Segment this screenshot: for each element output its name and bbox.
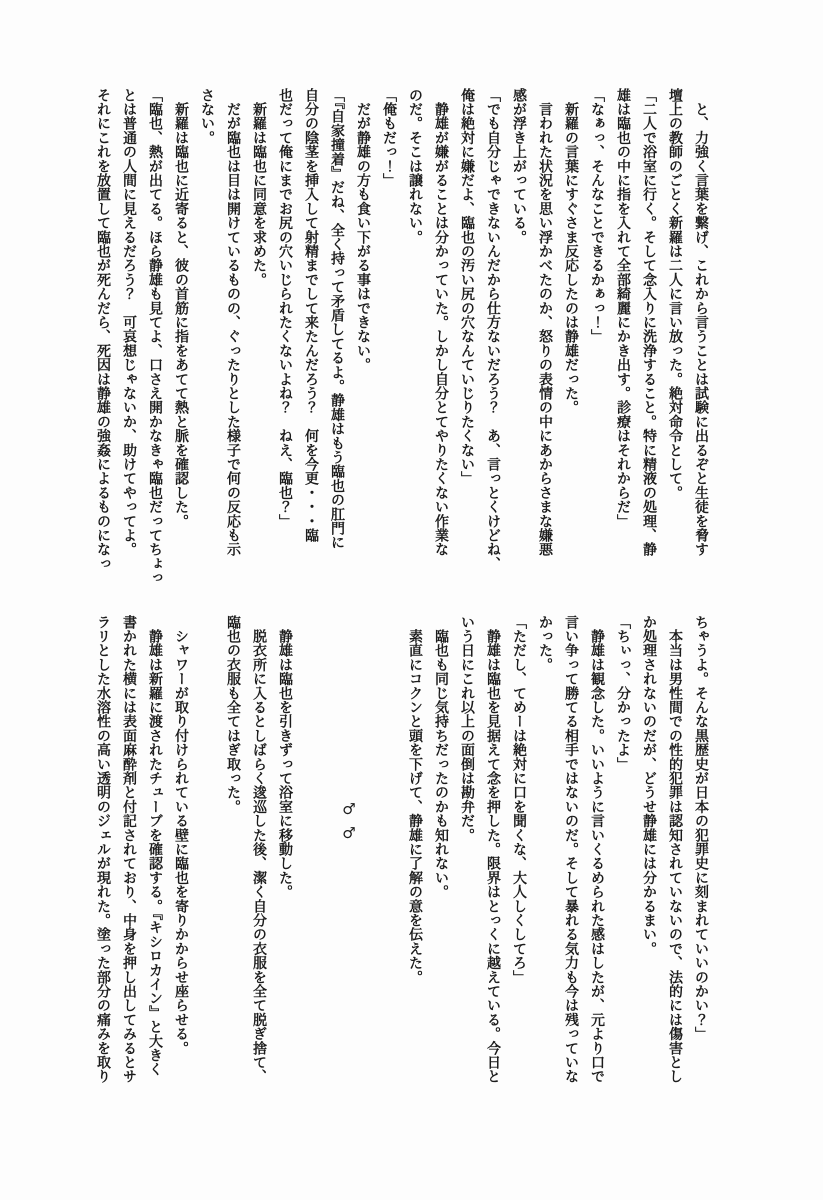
text-line: 「俺もだっ！」 xyxy=(381,88,396,188)
text-line: 雄は臨也の中に指を入れて全部綺麗にかき出す。診療はそれからだ」 xyxy=(615,88,630,529)
text-line: 臨也も同じ気持ちだったのかも知れない。 xyxy=(433,615,448,899)
text-line: 「二人で浴室に行く。そして念入りに洗浄すること。特に精液の処理、静 xyxy=(641,88,656,557)
text-line: のだ。そこは譲れない。 xyxy=(407,88,422,245)
text-line: 言われた状況を思い浮かべたのか、怒りの表情の中にあからさまな嫌悪 xyxy=(537,88,552,557)
text-line: だが臨也は目は開けているものの、ぐったりとした様子で何の反応も示 xyxy=(225,88,240,557)
text-line: シャワーが取り付けられている壁に臨也を寄りかからせ座らせる。 xyxy=(173,615,188,1056)
male-male-scene-separator: ♂♂ xyxy=(340,800,358,848)
text-line: 新羅は臨也に同意を求めた。 xyxy=(251,88,266,287)
text-line: 壇上の教師のごとく新羅は二人に言い放った。絶対命令として。 xyxy=(667,88,682,500)
text-line: 俺は絶対に嫌だよ、臨也の汚い尻の穴なんていじりたくない」 xyxy=(459,88,474,486)
text-line: 静雄は新羅に渡されたチューブを確認する。『キシロカイン』と大きく xyxy=(147,615,162,1077)
text-line: 「ちぃっ、分かったよ」 xyxy=(615,615,630,772)
text-line: 新羅の言葉にすぐさま反応したのは静雄だった。 xyxy=(563,88,578,415)
text-line: いう日にこれ以上の面倒は勘弁だ。 xyxy=(459,615,474,843)
text-line: 静雄は臨也を見据えて念を押した。限界はとっくに越えている。今日と xyxy=(485,615,500,1084)
text-line: 新羅は臨也に近寄ると、彼の首筋に指をあてて熱と脈を確認した。 xyxy=(173,88,188,529)
text-line: かった。 xyxy=(537,615,552,672)
text-line: 「ただし、てめーは絶対に口を聞くな、大人しくしてろ」 xyxy=(511,615,526,985)
text-line: 臨也の衣服も全てはぎ取った。 xyxy=(225,615,240,814)
text-line: 「臨也、熱が出てる。ほら静雄も見てよ、口さえ開かなきゃ臨也だってちょっ xyxy=(147,88,162,585)
text-line: 書かれた横には表面麻酔剤と付記されており、中身を押し出してみるとサ xyxy=(121,615,136,1084)
text-line: 脱衣所に入るとしばらく逡巡した後、潔く自分の衣服を全て脱ぎ捨て、 xyxy=(251,615,266,1084)
text-line: 「なぁっ、そんなことできるかぁっ！」 xyxy=(589,88,604,344)
text-line: 本当は男性間での性的犯罪は認知されていないので、法的には傷害とし xyxy=(667,615,682,1084)
text-line: ちゃうよ。そんな黒歴史が日本の犯罪史に刻まれていいのかい？」 xyxy=(693,615,708,1041)
text-line: 「『自家撞着』だね、全く持って矛盾してるよ。静雄はもう臨也の肛門に xyxy=(329,88,344,550)
bottom-text-block xyxy=(89,615,713,1084)
text-line: 言い争って勝てる相手ではないのだ。そして暴れる気力も今は残っていな xyxy=(563,615,578,1084)
text-line: 「でも自分じゃできないんだから仕方ないだろう？ あ、言っとくけどね、 xyxy=(485,88,500,571)
text-line: 感が浮き上がっている。 xyxy=(511,88,526,245)
text-line: だが静雄の方も食い下がる事はできない。 xyxy=(355,88,370,372)
text-line: ラリとした水溶性の高い透明のジェルが現れた。塗った部分の痛みを取り xyxy=(95,615,110,1084)
text-line: 素直にコクンと頭を下げて、静雄に了解の意を伝えた。 xyxy=(407,615,422,985)
text-line: 静雄は観念した。いいように言いくるめられた感はしたが、元より口で xyxy=(589,615,604,1084)
text-line: 也だって俺にまでお尻の穴いじられたくないよね？ ねえ、臨也？」 xyxy=(277,88,292,529)
text-line: 自分の陰茎を挿入して射精までして来たんだろう？ 何を今更・・・臨 xyxy=(303,88,318,543)
text-line: 静雄が嫌がることは分かっていた。しかし自分とてやりたくない作業な xyxy=(433,88,448,557)
text-line: 静雄は臨也を引きずって浴室に移動した。 xyxy=(277,615,292,899)
text-line: さない。 xyxy=(199,88,214,145)
text-line: とは普通の人間に見えるだろう？ 可哀想じゃないか、助けてやってよ。 xyxy=(121,88,136,557)
text-line: それにこれを放置して臨也が死んだら、死因は静雄の強姦によるものになっ xyxy=(95,88,110,571)
text-line: か処理されないのだが、どうせ静雄には分かるまい。 xyxy=(641,615,656,956)
text-line: と、力強く言葉を繋げ、これから言うことは試験に出るぞと生徒を脅す xyxy=(693,88,708,557)
top-text-block xyxy=(89,88,713,585)
